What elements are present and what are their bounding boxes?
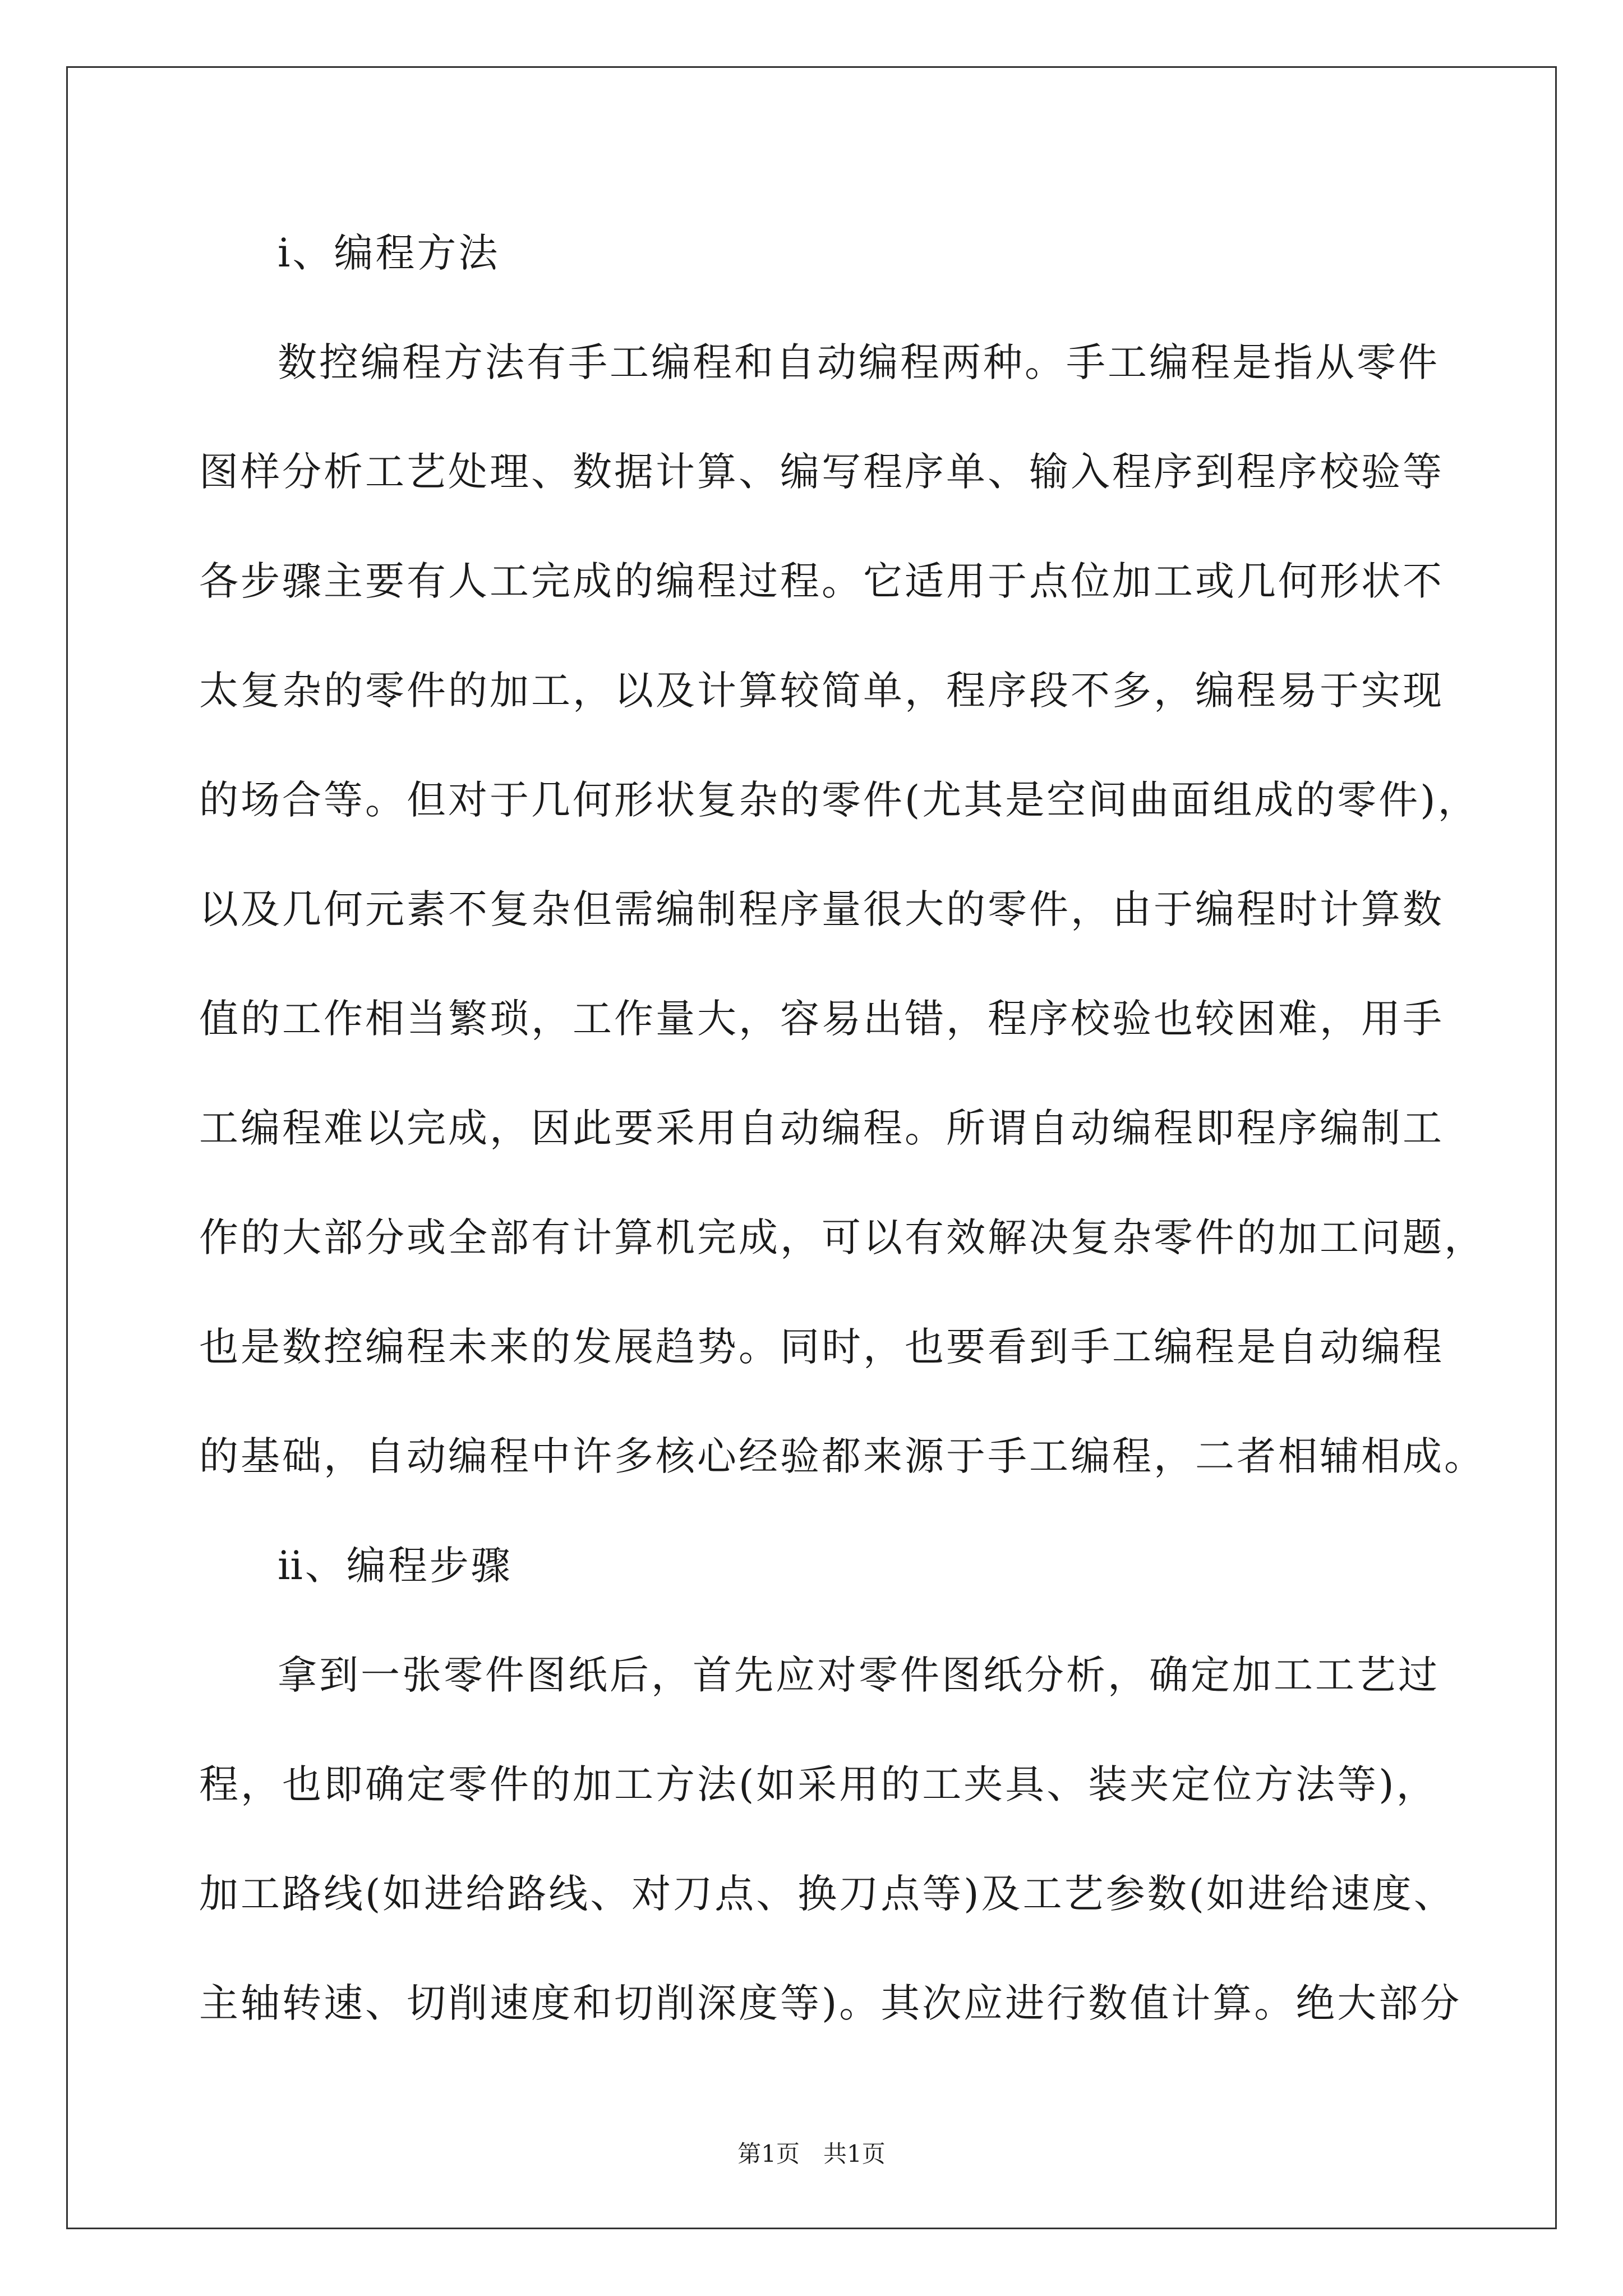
document-body: [199, 211, 1486, 2070]
paragraph-line: 加工路线(如进给路线、对刀点、换刀点等)及工艺参数(如进给速度、: [199, 1871, 1455, 1917]
page-number-footer: 第1页 共1页: [737, 2140, 886, 2168]
section-heading-steps: ⅱ、编程步骤: [278, 1543, 513, 1589]
paragraph-line: 图样分析工艺处理、数据计算、编写程序单、输入程序到程序校验等: [199, 449, 1444, 495]
paragraph-line: 的场合等。但对于几何形状复杂的零件(尤其是空间曲面组成的零件)，: [199, 777, 1479, 823]
section-heading-methods: ⅰ、编程方法: [278, 230, 500, 276]
paragraph-line: 数控编程方法有手工编程和自动编程两种。手工编程是指从零件: [278, 339, 1440, 385]
paragraph-line: 以及几何元素不复杂但需编制程序量很大的零件，由于编程时计算数: [199, 886, 1444, 932]
paragraph-line: 的基础，自动编程中许多核心经验都来源于手工编程，二者相辅相成。: [199, 1433, 1486, 1479]
paragraph-line: 作的大部分或全部有计算机完成，可以有效解决复杂零件的加工问题，: [199, 1214, 1486, 1260]
paragraph-line: 也是数控编程未来的发展趋势。同时，也要看到手工编程是自动编程: [199, 1324, 1444, 1370]
paragraph-line: 主轴转速、切削速度和切削深度等)。其次应进行数值计算。绝大部分: [199, 1980, 1462, 2026]
paragraph-line: 拿到一张零件图纸后，首先应对零件图纸分析，确定加工工艺过: [278, 1652, 1440, 1698]
paragraph-line: 太复杂的零件的加工，以及计算较简单，程序段不多，编程易于实现: [199, 668, 1444, 714]
paragraph-line: 值的工作相当繁琐，工作量大，容易出错，程序校验也较困难，用手: [199, 996, 1444, 1042]
paragraph-line: 各步骤主要有人工完成的编程过程。它适用于点位加工或几何形状不: [199, 558, 1444, 604]
paragraph-line: 工编程难以完成，因此要采用自动编程。所谓自动编程即程序编制工: [199, 1105, 1444, 1151]
paragraph-line: 程，也即确定零件的加工方法(如采用的工夹具、装夹定位方法等)，: [199, 1761, 1438, 1807]
